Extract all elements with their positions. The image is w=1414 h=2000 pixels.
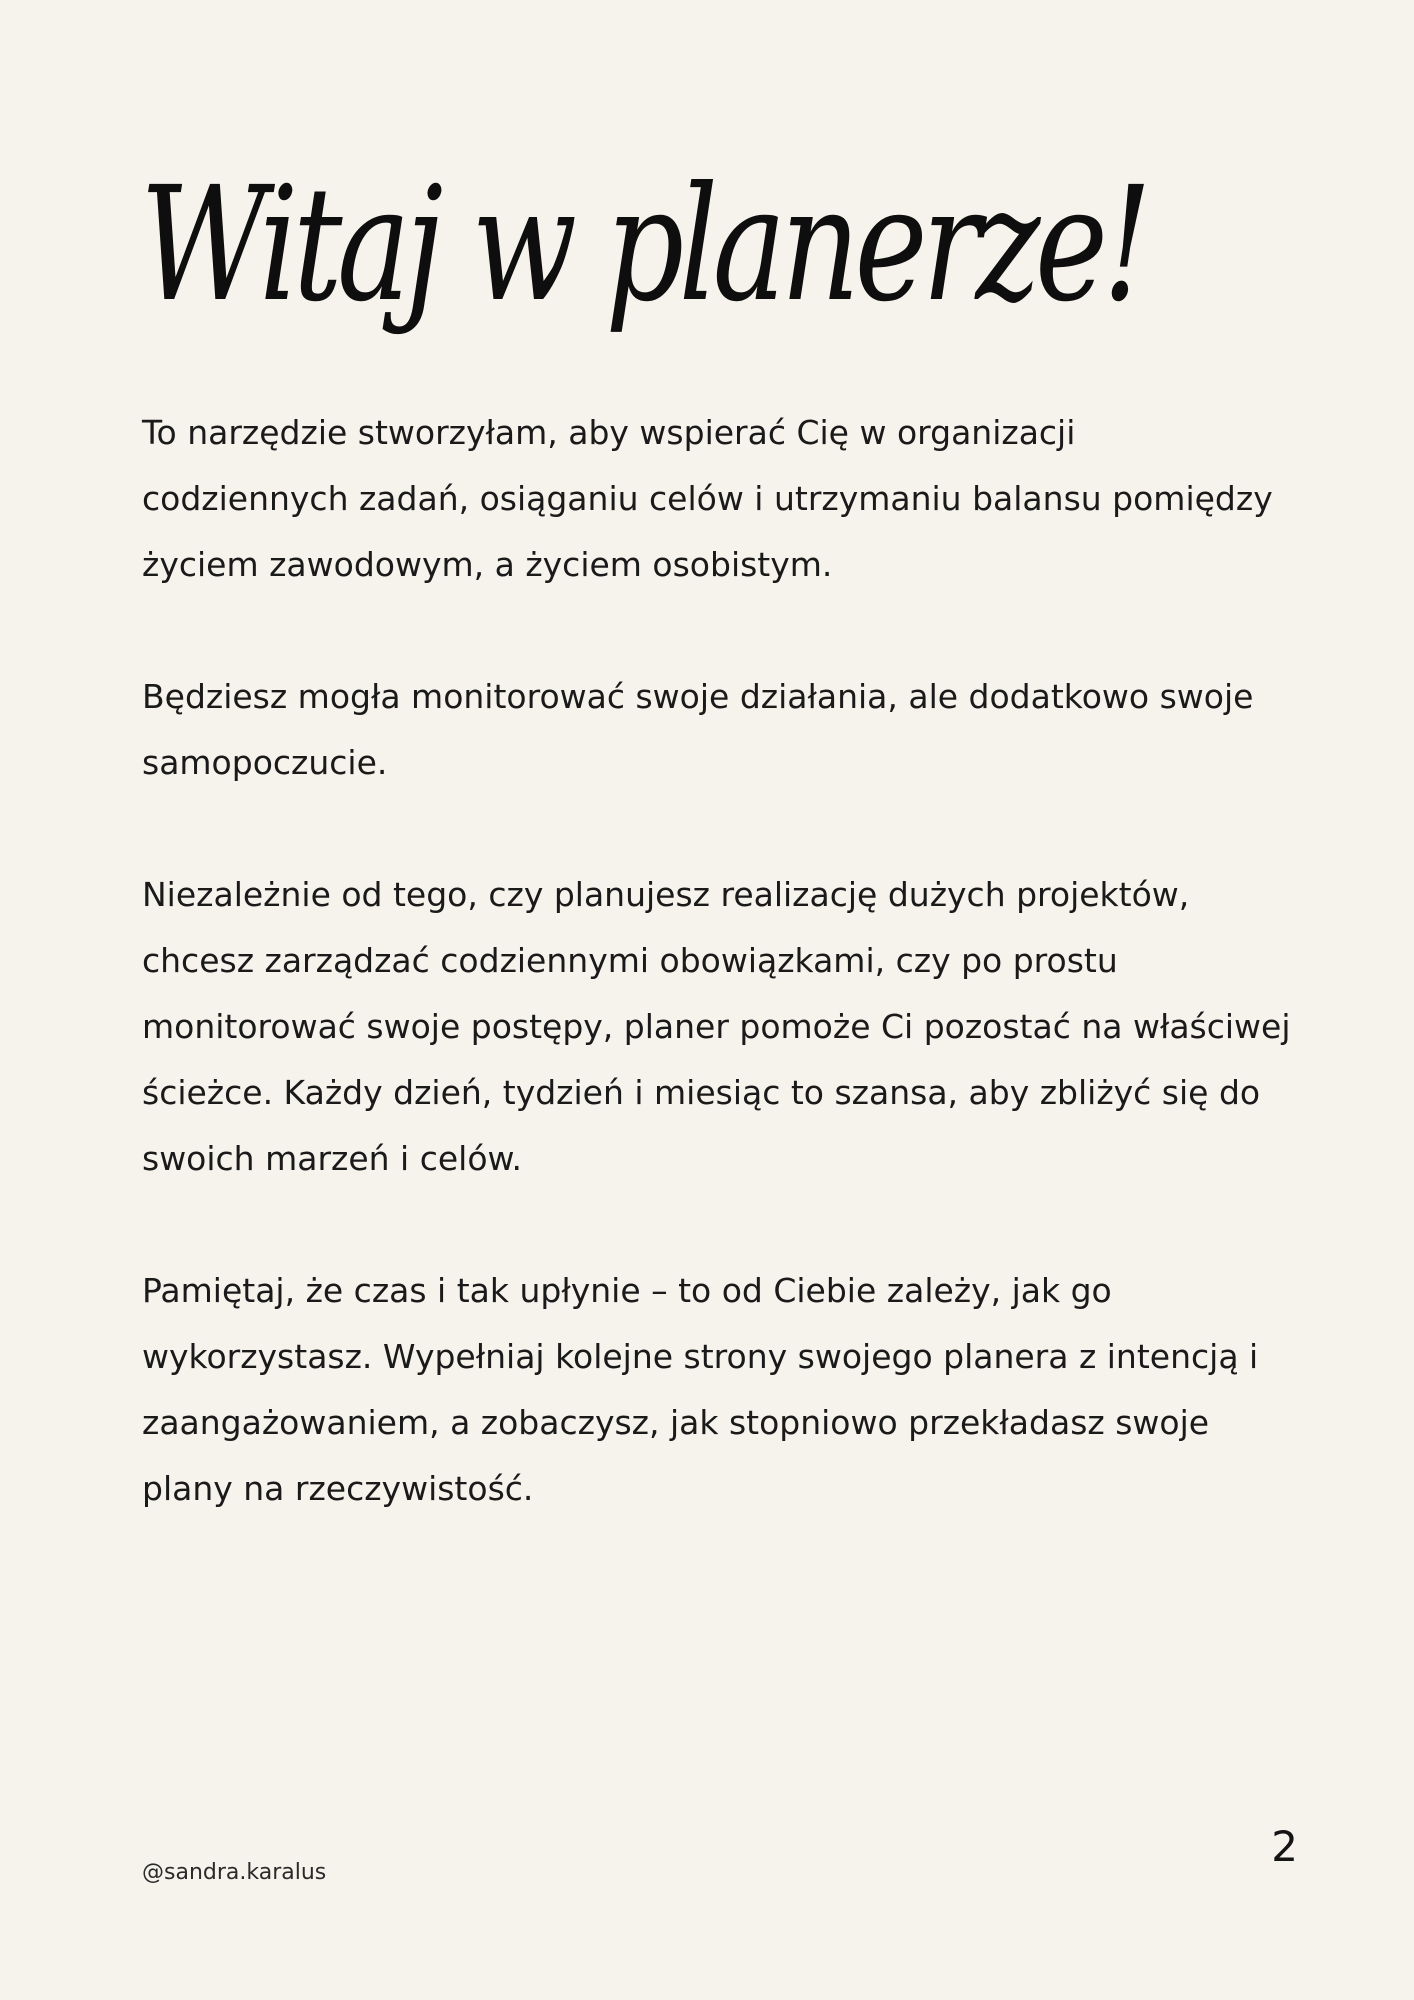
body-text (142, 400, 1292, 1522)
paragraph-intro: To narzędzie stworzyłam, aby wspierać Cię w organizacji codziennych zadań, osiąganiu celów i utrzymaniu balansu pomiędzy życiem zawodowym, a życiem osobistym. (142, 413, 1273, 584)
page-number: 2 (1271, 1822, 1298, 1871)
page-title: Witaj w planerze! (140, 153, 1147, 337)
paragraph-planning: Niezależnie od tego, czy planujesz realizację dużych projektów, chcesz zarządzać codziennymi obowiązkami, czy po prostu monitorować swoje postępy, planer pomoże Ci pozostać na właściwej ścieżce. Każdy dzień, tydzień i miesiąc to szansa, aby zbliżyć się do swoich marzeń i celów. (142, 875, 1291, 1178)
author-handle: @sandra.karalus (142, 1860, 327, 1885)
paragraph-monitoring: Będziesz mogła monitorować swoje działania, ale dodatkowo swoje samopoczucie. (142, 677, 1254, 782)
paragraph-closing: Pamiętaj, że czas i tak upłynie – to od Ciebie zależy, jak go wykorzystasz. Wypełniaj kolejne strony swojego planera z intencją i zaangażowaniem, a zobaczysz, jak stopniowo przekładasz swoje plany na rzeczywistość. (142, 1271, 1259, 1508)
